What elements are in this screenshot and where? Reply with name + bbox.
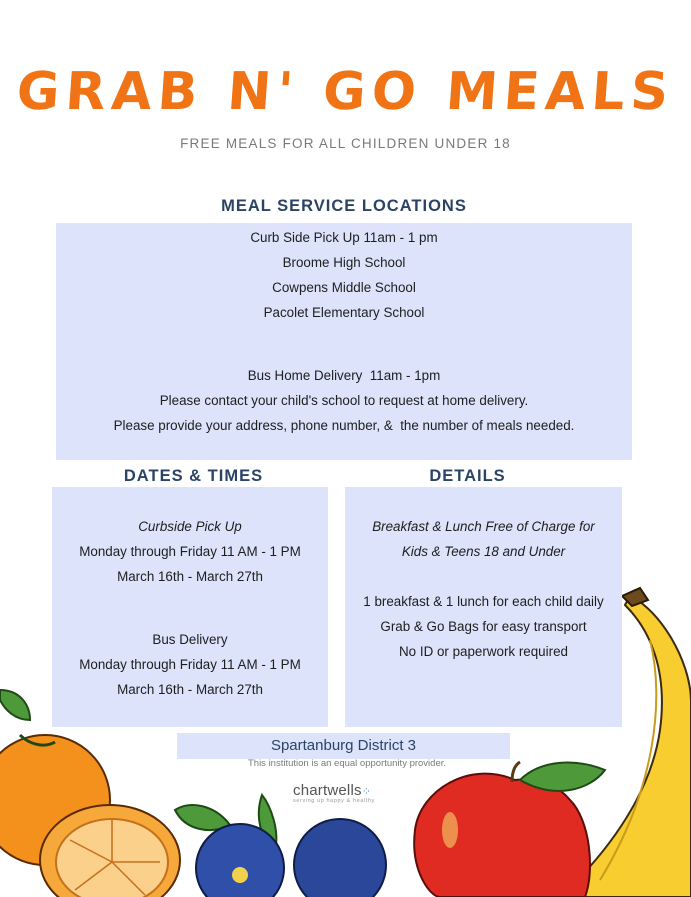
- curbside-title: Curbside Pick Up: [138, 519, 242, 534]
- curbside-hours: Curb Side Pick Up 11am - 1 pm: [250, 230, 438, 245]
- bus-delivery-hours: Bus Home Delivery 11am - 1pm: [247, 368, 441, 383]
- details-heading: DETAILS: [429, 467, 506, 485]
- logo-text: chartwells: [293, 782, 362, 799]
- logo-tagline: serving up happy & healthy: [293, 798, 375, 804]
- detail-item: 1 breakfast & 1 lunch for each child daily: [363, 594, 604, 609]
- bus-range: March 16th - March 27th: [117, 682, 263, 697]
- bus-title: Bus Delivery: [152, 632, 228, 647]
- apple-icon: [414, 762, 605, 897]
- detail-item: No ID or paperwork required: [399, 644, 568, 659]
- free-line-1: Breakfast & Lunch Free of Charge for: [372, 519, 595, 534]
- school-item: Broome High School: [282, 255, 406, 270]
- school-item: Cowpens Middle School: [272, 280, 416, 295]
- page-subtitle: FREE MEALS FOR ALL CHILDREN UNDER 18: [180, 136, 511, 151]
- curbside-days: Monday through Friday 11 AM - 1 PM: [79, 544, 301, 559]
- detail-item: Grab & Go Bags for easy transport: [380, 619, 587, 634]
- school-item: Pacolet Elementary School: [263, 305, 425, 320]
- dates-panel: [52, 487, 328, 727]
- locations-heading: MEAL SERVICE LOCATIONS: [221, 197, 467, 215]
- curbside-range: March 16th - March 27th: [117, 569, 263, 584]
- free-line-2: Kids & Teens 18 and Under: [401, 544, 566, 559]
- logo-dots-icon: ⁘: [361, 786, 372, 798]
- chartwells-logo: [293, 782, 403, 804]
- locations-panel: [56, 223, 632, 460]
- bus-days: Monday through Friday 11 AM - 1 PM: [79, 657, 301, 672]
- blueberries-icon: [175, 795, 386, 897]
- details-panel: [345, 487, 622, 727]
- district-name: Spartanburg District 3: [177, 733, 510, 759]
- dates-heading: DATES & TIMES: [123, 467, 264, 485]
- contact-school-note: Please contact your child's school to request at home delivery.: [159, 393, 529, 408]
- page-title: GRAB N' GO MEALS: [14, 62, 677, 122]
- equal-opportunity-statement: This institution is an equal opportunity provider.: [247, 758, 447, 769]
- provide-info-note: Please provide your address, phone number, & the number of meals needed.: [113, 418, 575, 433]
